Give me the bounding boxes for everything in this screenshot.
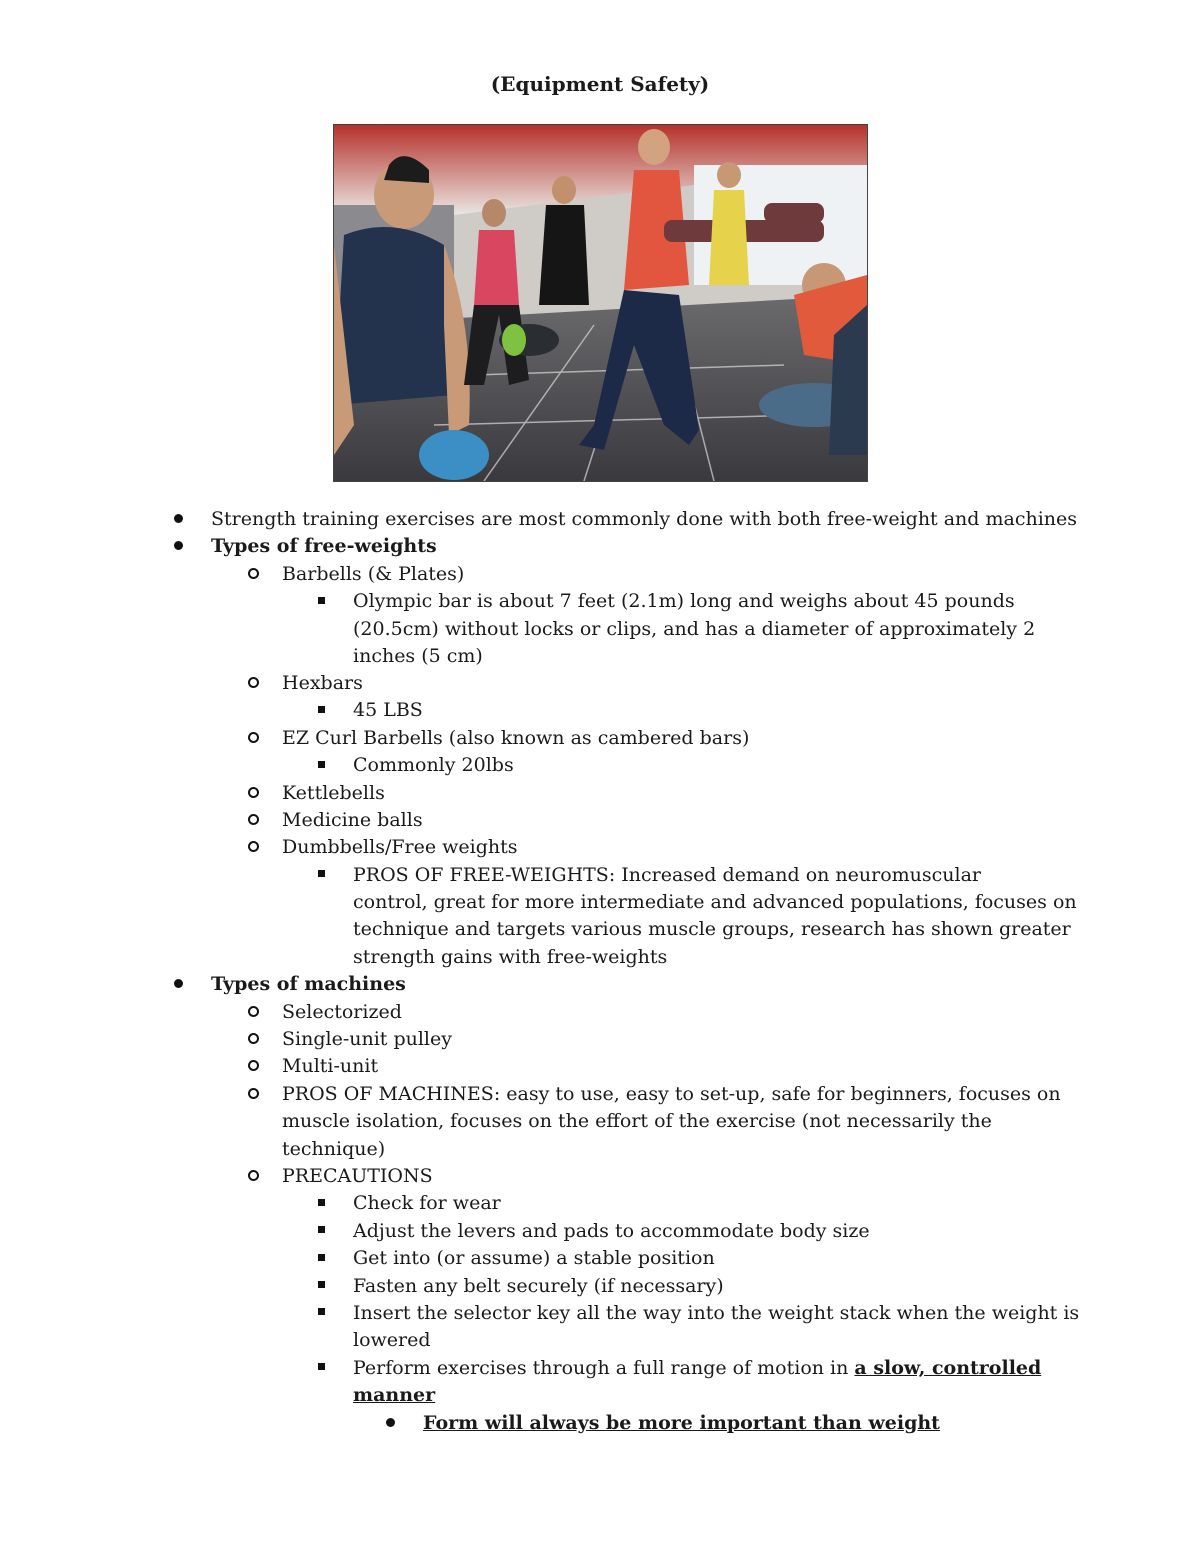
circle-bullet-icon xyxy=(248,725,259,752)
list-item xyxy=(0,533,1200,560)
circle-bullet-icon xyxy=(248,670,259,697)
list-item-continuation: control, great for more intermediate and advanced populations, focuses on xyxy=(353,891,1077,914)
bullet-icon xyxy=(174,506,183,533)
gym-photo xyxy=(333,124,868,482)
square-bullet-icon xyxy=(318,1190,325,1217)
list-item: Get into (or assume) a stable position xyxy=(0,1245,1200,1272)
circle-bullet-icon xyxy=(248,561,259,588)
list-item: EZ Curl Barbells (also known as cambered bars) xyxy=(0,725,1200,752)
section-heading-free-weights: Types of free-weights xyxy=(211,535,437,558)
list-item: Adjust the levers and pads to accommodate body size xyxy=(0,1218,1200,1245)
list-item-continuation: muscle isolation, focuses on the effort of the exercise (not necessarily the xyxy=(282,1110,992,1133)
form-note: Form will always be more important than weight xyxy=(423,1411,940,1434)
list-item: Insert the selector key all the way into the weight stack when the weight is xyxy=(0,1300,1200,1327)
list-item: Multi-unit xyxy=(0,1053,1200,1080)
list-item xyxy=(0,971,1200,998)
emphasis-text: a slow, controlled xyxy=(854,1356,1042,1379)
list-item-continuation xyxy=(0,1382,1200,1409)
circle-bullet-icon xyxy=(248,1081,259,1108)
bullet-icon xyxy=(174,533,183,560)
list-item: Barbells (& Plates) xyxy=(0,561,1200,588)
list-item: Selectorized xyxy=(0,999,1200,1026)
circle-bullet-icon xyxy=(248,1053,259,1080)
list-item: Olympic bar is about 7 feet (2.1m) long and weighs about 45 pounds xyxy=(0,588,1200,615)
list-item: Hexbars xyxy=(0,670,1200,697)
list-item: 45 LBS xyxy=(0,697,1200,724)
list-item: Kettlebells xyxy=(0,780,1200,807)
list-item: Commonly 20lbs xyxy=(0,752,1200,779)
list-item: Perform exercises through a full range of motion in a slow, controlled xyxy=(0,1355,1200,1382)
list-item-continuation: strength gains with free-weights xyxy=(353,945,668,968)
circle-bullet-icon xyxy=(248,1163,259,1190)
list-item: PROS OF FREE-WEIGHTS: Increased demand on neuromuscular xyxy=(0,862,1200,889)
list-item-continuation: (20.5cm) without locks or clips, and has a diameter of approximately 2 xyxy=(353,617,1036,640)
circle-bullet-icon xyxy=(248,1026,259,1053)
list-item: Dumbbells/Free weights xyxy=(0,834,1200,861)
list-item: Fasten any belt securely (if necessary) xyxy=(0,1273,1200,1300)
emphasis-text: manner xyxy=(353,1384,436,1407)
list-item: Single-unit pulley xyxy=(0,1026,1200,1053)
square-bullet-icon xyxy=(318,862,325,889)
list-item: PROS OF MACHINES: easy to use, easy to set-up, safe for beginners, focuses on xyxy=(0,1081,1200,1108)
bullet-icon xyxy=(386,1410,395,1437)
square-bullet-icon xyxy=(318,588,325,615)
list-item-continuation: technique) xyxy=(282,1137,386,1160)
square-bullet-icon xyxy=(318,1245,325,1272)
square-bullet-icon xyxy=(318,1218,325,1245)
list-item-continuation: technique and targets various muscle groups, research has shown greater xyxy=(353,918,1071,941)
bullet-icon xyxy=(174,971,183,998)
circle-bullet-icon xyxy=(248,807,259,834)
content-list xyxy=(0,506,1200,1437)
circle-bullet-icon xyxy=(248,834,259,861)
list-item-continuation: lowered xyxy=(353,1329,431,1352)
list-item xyxy=(0,1410,1200,1437)
section-heading-machines: Types of machines xyxy=(211,973,406,996)
square-bullet-icon xyxy=(318,1273,325,1300)
list-item: PRECAUTIONS xyxy=(0,1163,1200,1190)
list-item-continuation: inches (5 cm) xyxy=(353,644,483,667)
square-bullet-icon xyxy=(318,697,325,724)
square-bullet-icon xyxy=(318,752,325,779)
page-title: (Equipment Safety) xyxy=(490,72,710,96)
list-item: Check for wear xyxy=(0,1190,1200,1217)
list-item: Medicine balls xyxy=(0,807,1200,834)
square-bullet-icon xyxy=(318,1355,325,1382)
circle-bullet-icon xyxy=(248,780,259,807)
circle-bullet-icon xyxy=(248,999,259,1026)
square-bullet-icon xyxy=(318,1300,325,1327)
list-item: Strength training exercises are most commonly done with both free-weight and machines xyxy=(0,506,1200,533)
